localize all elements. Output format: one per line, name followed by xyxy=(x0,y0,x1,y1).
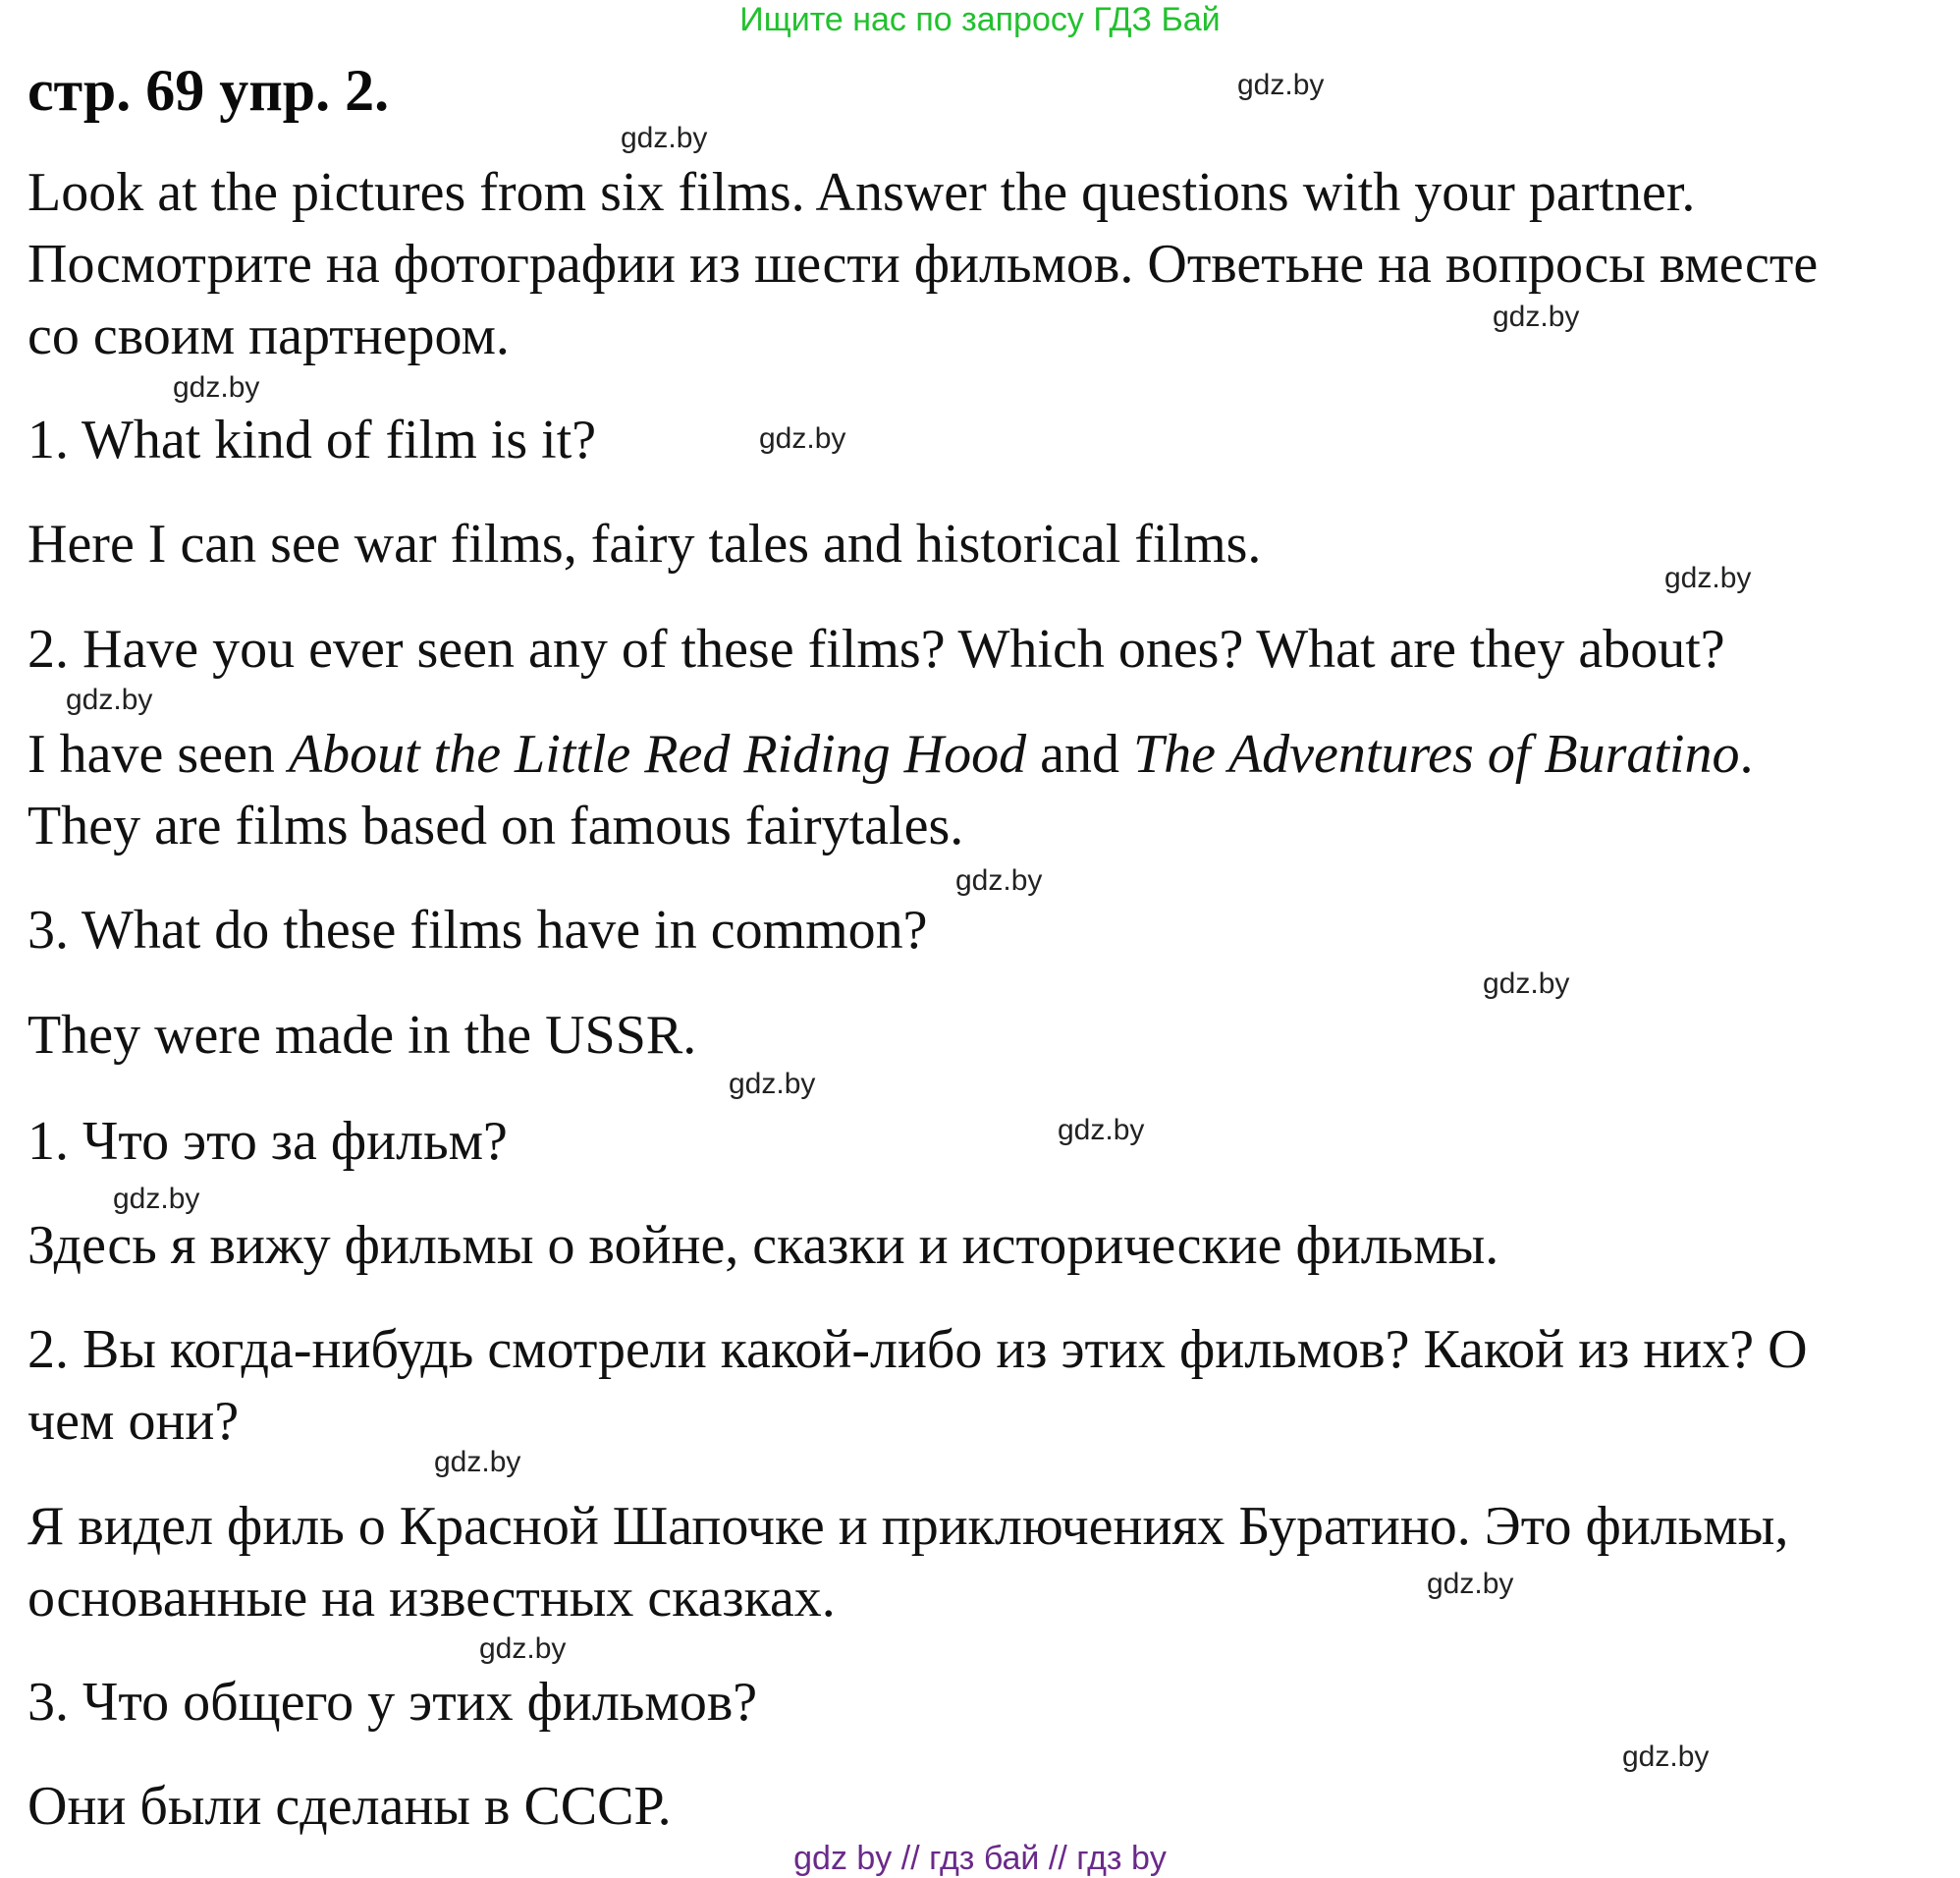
watermark: gdz.by xyxy=(1493,301,1580,333)
search-banner: Ищите нас по запросу ГДЗ Бай xyxy=(739,1,1221,38)
watermark: gdz.by xyxy=(729,1068,816,1100)
watermark: gdz.by xyxy=(113,1183,200,1215)
answer-2-en-line-1 xyxy=(27,719,1754,790)
question-3-ru: 3. Что общего у этих фильмов? xyxy=(27,1672,758,1733)
answer-2-ru-line-1: Я видел филь о Красной Шапочке и приключениях Буратино. Это фильмы, xyxy=(27,1496,1789,1557)
answer-1-ru: Здесь я вижу фильмы о войне, сказки и исторические фильмы. xyxy=(27,1215,1499,1276)
answer-2-en-prefix: I have seen xyxy=(27,724,289,785)
watermark: gdz.by xyxy=(434,1446,521,1478)
film-title-buratino: The Adventures of Buratino xyxy=(1132,724,1740,785)
question-2-en: 2. Have you ever seen any of these films? Which ones? What are they about? xyxy=(27,619,1725,680)
watermark: gdz.by xyxy=(1622,1740,1710,1773)
watermark: gdz.by xyxy=(955,864,1043,897)
question-2-ru-line-2: чем они? xyxy=(27,1391,240,1452)
watermark: gdz.by xyxy=(1427,1568,1514,1600)
task-text-ru-line-2: со своим партнером. xyxy=(27,305,510,366)
watermark: gdz.by xyxy=(479,1632,567,1665)
watermark: gdz.by xyxy=(173,371,260,404)
watermark: gdz.by xyxy=(621,122,708,154)
watermark: gdz.by xyxy=(1483,967,1570,1000)
answer-2-en-line-2: They are films based on famous fairytales. xyxy=(27,796,964,856)
answer-1-en: Here I can see war films, fairy tales and historical films. xyxy=(27,514,1262,575)
task-text-en: Look at the pictures from six films. Answer the questions with your partner. xyxy=(27,162,1696,223)
watermark: gdz.by xyxy=(759,422,846,455)
watermark: gdz.by xyxy=(66,684,153,716)
answer-3-ru: Они были сделаны в СССР. xyxy=(27,1776,672,1837)
question-3-en: 3. What do these films have in common? xyxy=(27,900,928,961)
watermark: gdz.by xyxy=(1058,1114,1145,1146)
question-1-en: 1. What kind of film is it? xyxy=(27,410,597,470)
question-2-ru-line-1: 2. Вы когда-нибудь смотрели какой-либо из этих фильмов? Какой из них? О xyxy=(27,1319,1808,1380)
answer-3-en: They were made in the USSR. xyxy=(27,1005,697,1066)
answer-2-en-conjunction: and xyxy=(1026,724,1133,785)
watermark: gdz.by xyxy=(1237,69,1325,101)
answer-2-ru-line-2: основанные на известных сказках. xyxy=(27,1568,836,1629)
page-title: стр. 69 упр. 2. xyxy=(27,58,390,123)
film-title-red-riding-hood: About the Little Red Riding Hood xyxy=(288,724,1027,785)
footer-watermark: gdz by // гдз бай // гдз by xyxy=(793,1840,1167,1877)
answer-2-en-period: . xyxy=(1739,724,1754,785)
question-1-ru: 1. Что это за фильм? xyxy=(27,1111,508,1172)
task-text-ru-line-1: Посмотрите на фотографии из шести фильмов. Ответьне на вопросы вместе xyxy=(27,234,1819,295)
watermark: gdz.by xyxy=(1664,562,1752,594)
